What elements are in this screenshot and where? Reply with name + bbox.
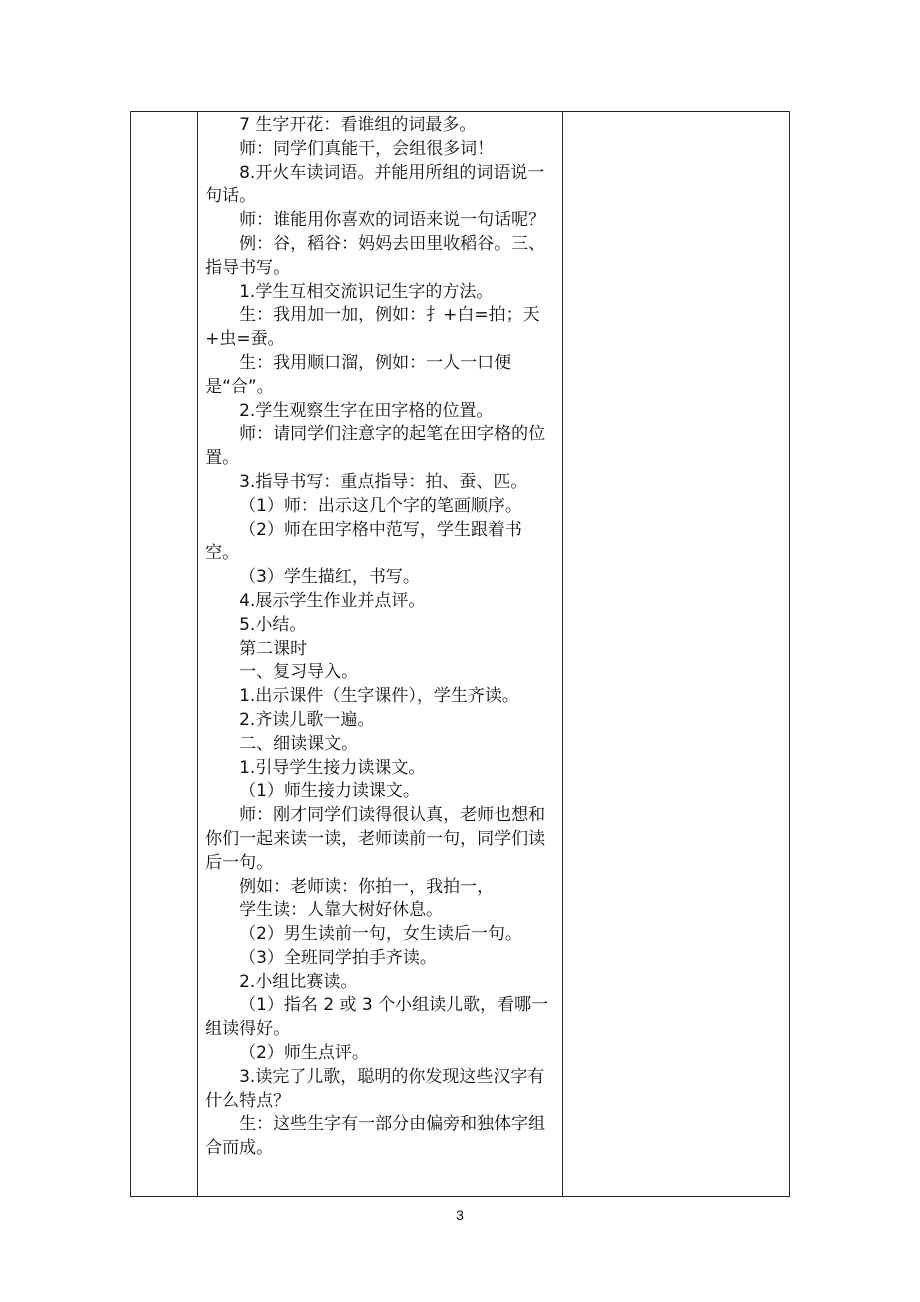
lesson-line: 2.学生观察生字在田字格的位置。 — [239, 400, 494, 421]
lesson-line: 1.学生互相交流识记生字的方法。 — [239, 281, 494, 302]
lesson-line: 4.展示学生作业并点评。 — [239, 590, 426, 611]
left-cell — [131, 112, 198, 1197]
lesson-line: （2）师在田字格中范写，学生跟着书空。 — [205, 519, 522, 564]
lesson-line: 1.引导学生接力读课文。 — [239, 757, 426, 778]
page-number: 3 — [456, 1207, 464, 1223]
lesson-line: （1）师生接力读课文。 — [239, 781, 420, 802]
lesson-line: （3）全班同学拍手齐读。 — [239, 947, 437, 968]
lesson-line: 师：请同学们注意字的起笔在田字格的位置。 — [205, 424, 546, 469]
lesson-line: （1）指名 2 或 3 个小组读儿歌，看哪一组读得好。 — [205, 995, 549, 1040]
lesson-line: 7 生字开花：看谁组的词最多。 — [239, 115, 477, 135]
lesson-line: 师：同学们真能干，会组很多词！ — [239, 138, 495, 159]
lesson-line: 第二课时 — [239, 638, 308, 659]
lesson-content — [198, 112, 562, 1161]
lesson-line: 生：我用顺口溜，例如：一人一口便是“合”。 — [205, 352, 512, 397]
lesson-line: 例：谷，稻谷：妈妈去田里收稻谷。三、指导书写。 — [205, 233, 546, 278]
lesson-line: 师：谁能用你喜欢的词语来说一句话呢？ — [239, 210, 546, 231]
lesson-line: 8.开火车读词语。并能用所组的词语说一句话。 — [205, 162, 545, 207]
lesson-line: 2.小组比赛读。 — [239, 971, 358, 992]
lesson-line: 3.读完了儿歌，聪明的你发现这些汉字有什么特点？ — [205, 1066, 545, 1111]
lesson-line: 生：这些生字有一部分由偏旁和独体字组合而成。 — [205, 1114, 546, 1159]
lesson-line: 学生读：人靠大树好休息。 — [239, 900, 444, 921]
lesson-line: （1）师：出示这几个字的笔画顺序。 — [239, 495, 522, 516]
lesson-line: （3）学生描红，书写。 — [239, 567, 420, 588]
lesson-line: 例如：老师读：你拍一，我拍一， — [239, 876, 495, 897]
lesson-content-cell — [198, 112, 563, 1197]
lesson-line: 3.指导书写：重点指导：拍、蚕、匹。 — [239, 471, 528, 492]
lesson-line: （2）师生点评。 — [239, 1043, 369, 1064]
notes-cell — [562, 112, 789, 1197]
lesson-line: （2）男生读前一句，女生读后一句。 — [239, 924, 522, 945]
lesson-line: 二、细读课文。 — [239, 733, 359, 754]
lesson-line: 5.小结。 — [239, 614, 307, 635]
lesson-line: 2.齐读儿歌一遍。 — [239, 709, 375, 730]
lesson-line: 一、复习导入。 — [239, 662, 359, 683]
lesson-line: 师：刚才同学们读得很认真，老师也想和你们一起来读一读，老师读前一句，同学们读后一句。 — [205, 805, 546, 873]
table-row — [131, 112, 790, 1197]
lesson-plan-table — [130, 111, 790, 1197]
lesson-line: 1.出示课件（生字课件），学生齐读。 — [239, 686, 519, 707]
lesson-line: 生：我用加一加，例如：扌+白=拍；天+虫=蚕。 — [205, 305, 540, 350]
